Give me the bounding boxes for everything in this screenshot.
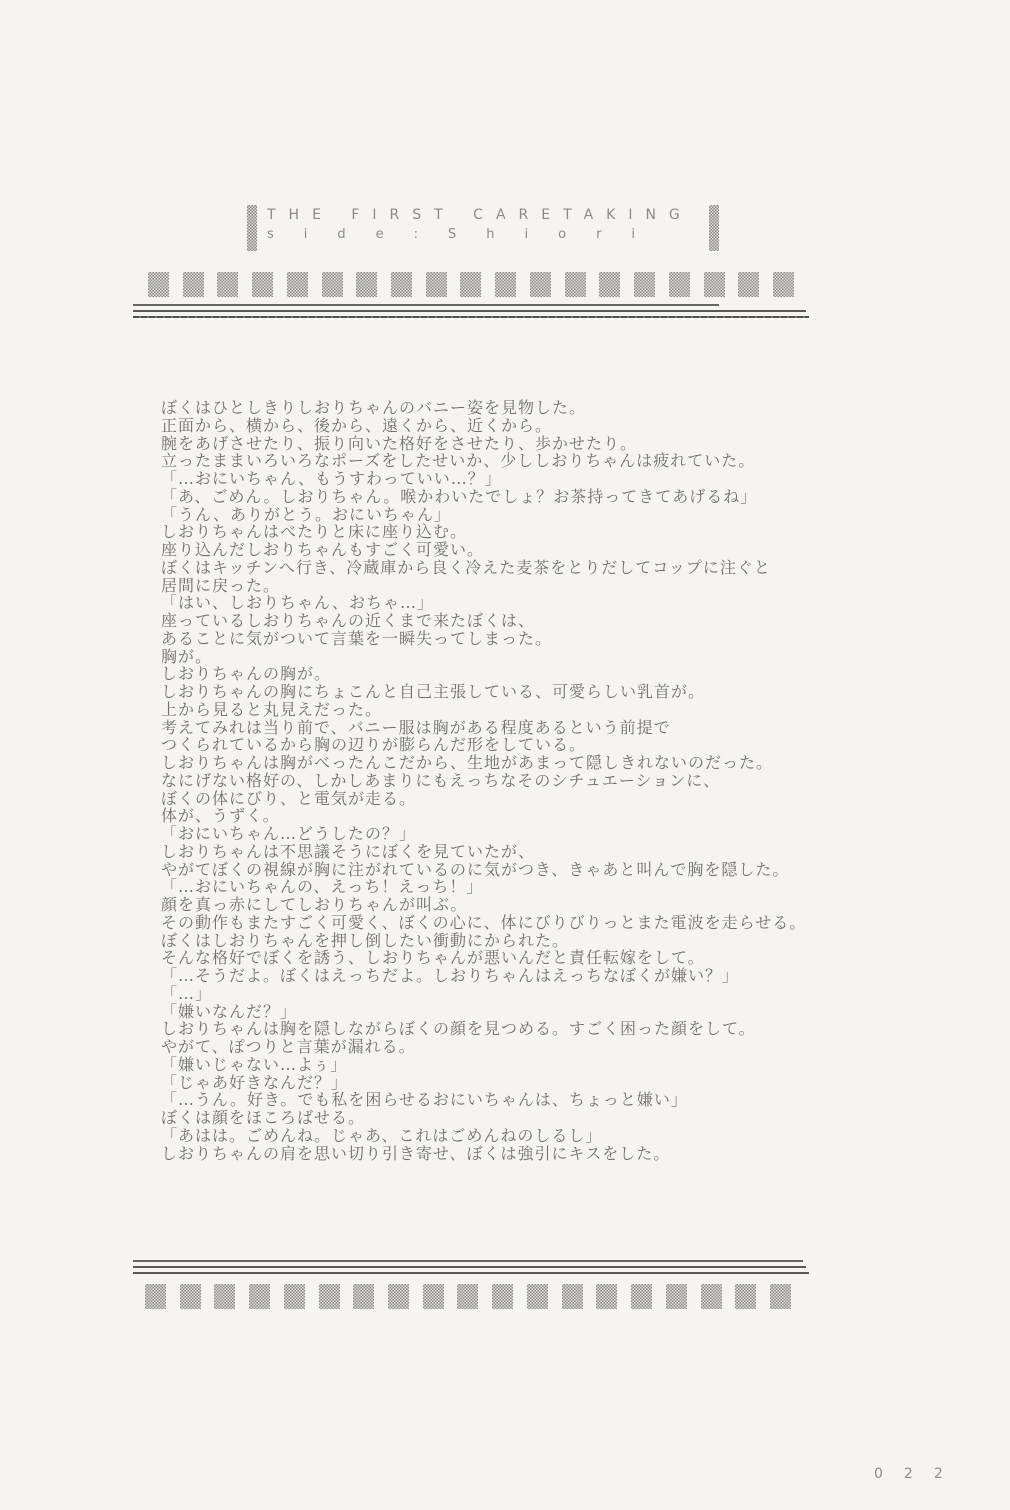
- dither-square-decoration: [460, 272, 481, 297]
- dither-square-decoration: [492, 1284, 513, 1309]
- text-line: 「あ、ごめん。しおりちゃん。喉かわいたでしょ？お茶持ってきてあげるね」: [161, 486, 758, 506]
- rule-line: [133, 310, 806, 312]
- top-squares-decoration: [148, 272, 794, 297]
- text-line: しおりちゃんは胸がべったんこだから、生地があまって隠しきれないのだった。: [161, 753, 774, 772]
- text-line: 「うん、ありがとう。おにいちゃん」: [161, 504, 451, 524]
- text-line: しおりちゃんの肩を思い切り引き寄せ、ぼくは強引にキスをした。: [161, 1143, 671, 1163]
- dither-square-decoration: [457, 1284, 478, 1309]
- dither-square-decoration: [356, 272, 377, 297]
- text-line: 「あはは。ごめんね。じゃあ、これはごめんねのしるし」: [161, 1125, 603, 1145]
- dither-square-decoration: [287, 272, 308, 297]
- page-number: 022: [874, 1466, 964, 1482]
- title-right-bar-decoration: [709, 205, 719, 251]
- text-line: しおりちゃんは不思議そうにぼくを見ていたが、: [161, 841, 536, 861]
- text-line: 「嫌いなんだ？」: [161, 1001, 298, 1021]
- text-line: 胸が。: [161, 646, 213, 666]
- dither-square-decoration: [183, 272, 204, 297]
- text-line: 座っているしおりちゃんの近くまで来たぼくは、: [161, 611, 536, 630]
- story-text-block: [161, 399, 841, 1162]
- text-line: 「じゃあ好きなんだ？」: [161, 1072, 349, 1092]
- title-left-bar-decoration: [247, 205, 257, 251]
- text-line: ぼくの体にびり、と電気が走る。: [161, 788, 417, 808]
- rule-line: [133, 304, 719, 306]
- text-line: 「…うん。好き。でも私を困らせるおにいちゃんは、ちょっと嫌い」: [161, 1090, 688, 1110]
- dither-square-decoration: [631, 1284, 652, 1309]
- text-line: 「…」: [161, 983, 213, 1003]
- text-line: 顔を真っ赤にしてしおりちゃんが叫ぶ。: [161, 895, 468, 914]
- dither-square-decoration: [353, 1284, 374, 1309]
- dither-square-decoration: [423, 1284, 444, 1309]
- text-line: あることに気がついて言葉を一瞬失ってしまった。: [161, 628, 553, 648]
- bottom-squares-decoration: [145, 1284, 791, 1309]
- dither-square-decoration: [704, 272, 725, 297]
- dither-square-decoration: [217, 272, 238, 297]
- text-line: なにげない格好の、しかしあまりにもえっちなそのシチュエーションに、: [161, 770, 721, 790]
- text-line: そんな格好でぼくを誘う、しおりちゃんが悪いんだと責任転嫁をして。: [161, 948, 705, 968]
- dither-square-decoration: [634, 272, 655, 297]
- text-line: 考えてみれは当り前で、バニー服は胸がある程度あるという前提で: [161, 717, 671, 737]
- dither-square-decoration: [701, 1284, 722, 1309]
- rule-line: [133, 1260, 803, 1262]
- chapter-title-block: [247, 205, 719, 251]
- text-line: 座り込んだしおりちゃんもすごく可愛い。: [161, 540, 485, 559]
- rule-line: [133, 1272, 809, 1274]
- text-line: 「…おにいちゃん、もうすわっていい…？」: [161, 469, 502, 488]
- dither-square-decoration: [596, 1284, 617, 1309]
- dither-square-decoration: [145, 1284, 166, 1309]
- dither-square-decoration: [391, 272, 412, 297]
- text-line: やがてぼくの視線が胸に注がれているのに気がつき、きゃあと叫んで胸を隠した。: [161, 859, 790, 879]
- dither-square-decoration: [388, 1284, 409, 1309]
- text-line: 「はい、しおりちゃん、おちゃ…」: [161, 593, 434, 613]
- text-line: しおりちゃんはべたりと床に座り込む。: [161, 522, 468, 542]
- text-line: 「嫌いじゃない…よぅ」: [161, 1054, 348, 1074]
- chapter-title-texts: [267, 205, 699, 251]
- dither-square-decoration: [599, 272, 620, 297]
- dither-square-decoration: [495, 272, 516, 297]
- dither-square-decoration: [735, 1284, 756, 1309]
- dither-square-decoration: [319, 1284, 340, 1309]
- dither-square-decoration: [426, 272, 447, 297]
- text-line: その動作もまたすごく可愛く、ぼくの心に、体にびりびりっとまた電波を走らせる。: [161, 912, 807, 932]
- dither-square-decoration: [180, 1284, 201, 1309]
- text-line: 腕をあげさせたり、振り向いた格好をさせたり、歩かせたり。: [161, 433, 638, 453]
- text-line: ぼくはしおりちゃんを押し倒したい衝動にかられた。: [161, 930, 570, 950]
- text-line: ぼくはひとしきりしおりちゃんのバニー姿を見物した。: [161, 398, 587, 417]
- dither-square-decoration: [214, 1284, 235, 1309]
- dither-square-decoration: [738, 272, 759, 297]
- text-line: ぼくはキッチンへ行き、冷蔵庫から良く冷えた麦茶をとりだしてコップに注ぐと: [161, 557, 771, 577]
- dither-square-decoration: [530, 272, 551, 297]
- text-line: 体が、うずく。: [161, 806, 280, 826]
- dither-square-decoration: [322, 272, 343, 297]
- text-line: 「…そうだよ。ぼくはえっちだよ。しおりちゃんはえっちなぼくが嫌い？」: [161, 966, 740, 985]
- chapter-subtitle: side:Shiori: [267, 227, 666, 242]
- dither-square-decoration: [249, 1284, 270, 1309]
- text-line: 「…おにいちゃんの、えっち！えっち！」: [161, 877, 484, 897]
- text-line: ぼくは顔をほころばせる。: [161, 1108, 366, 1127]
- dither-square-decoration: [148, 272, 169, 297]
- dither-square-decoration: [562, 1284, 583, 1309]
- rule-line: [133, 1266, 806, 1268]
- dither-square-decoration: [565, 272, 586, 297]
- dither-square-decoration: [669, 272, 690, 297]
- chapter-title: THE FIRST CARETAKING: [267, 207, 693, 223]
- text-line: しおりちゃんの胸が。: [161, 664, 332, 684]
- text-line: つくられているから胸の辺りが膨らんだ形をしている。: [161, 735, 587, 755]
- dither-square-decoration: [527, 1284, 548, 1309]
- text-line: 居間に戻った。: [161, 575, 281, 595]
- text-line: やがて、ぽつりと言葉が漏れる。: [161, 1037, 416, 1056]
- bottom-rule-group: [133, 1260, 809, 1278]
- text-line: 上から見ると丸見えだった。: [161, 699, 383, 719]
- text-line: しおりちゃんの胸にちょこんと自己主張している、可愛らしい乳首が。: [161, 682, 706, 701]
- text-line: 正面から、横から、後から、遠くから、近くから。: [161, 415, 553, 435]
- rule-line: [133, 316, 809, 318]
- dither-square-decoration: [770, 1284, 791, 1309]
- text-line: 「おにいちゃん…どうしたの？」: [161, 824, 417, 843]
- text-line: しおりちゃんは胸を隠しながらぼくの顔を見つめる。すごく困った顔をして。: [161, 1019, 756, 1039]
- dither-square-decoration: [666, 1284, 687, 1309]
- top-rule-group: [133, 304, 809, 322]
- dither-square-decoration: [773, 272, 794, 297]
- dither-square-decoration: [284, 1284, 305, 1309]
- text-line: 立ったままいろいろなポーズをしたせいか、少ししおりちゃんは疲れていた。: [161, 451, 756, 471]
- dither-square-decoration: [252, 272, 273, 297]
